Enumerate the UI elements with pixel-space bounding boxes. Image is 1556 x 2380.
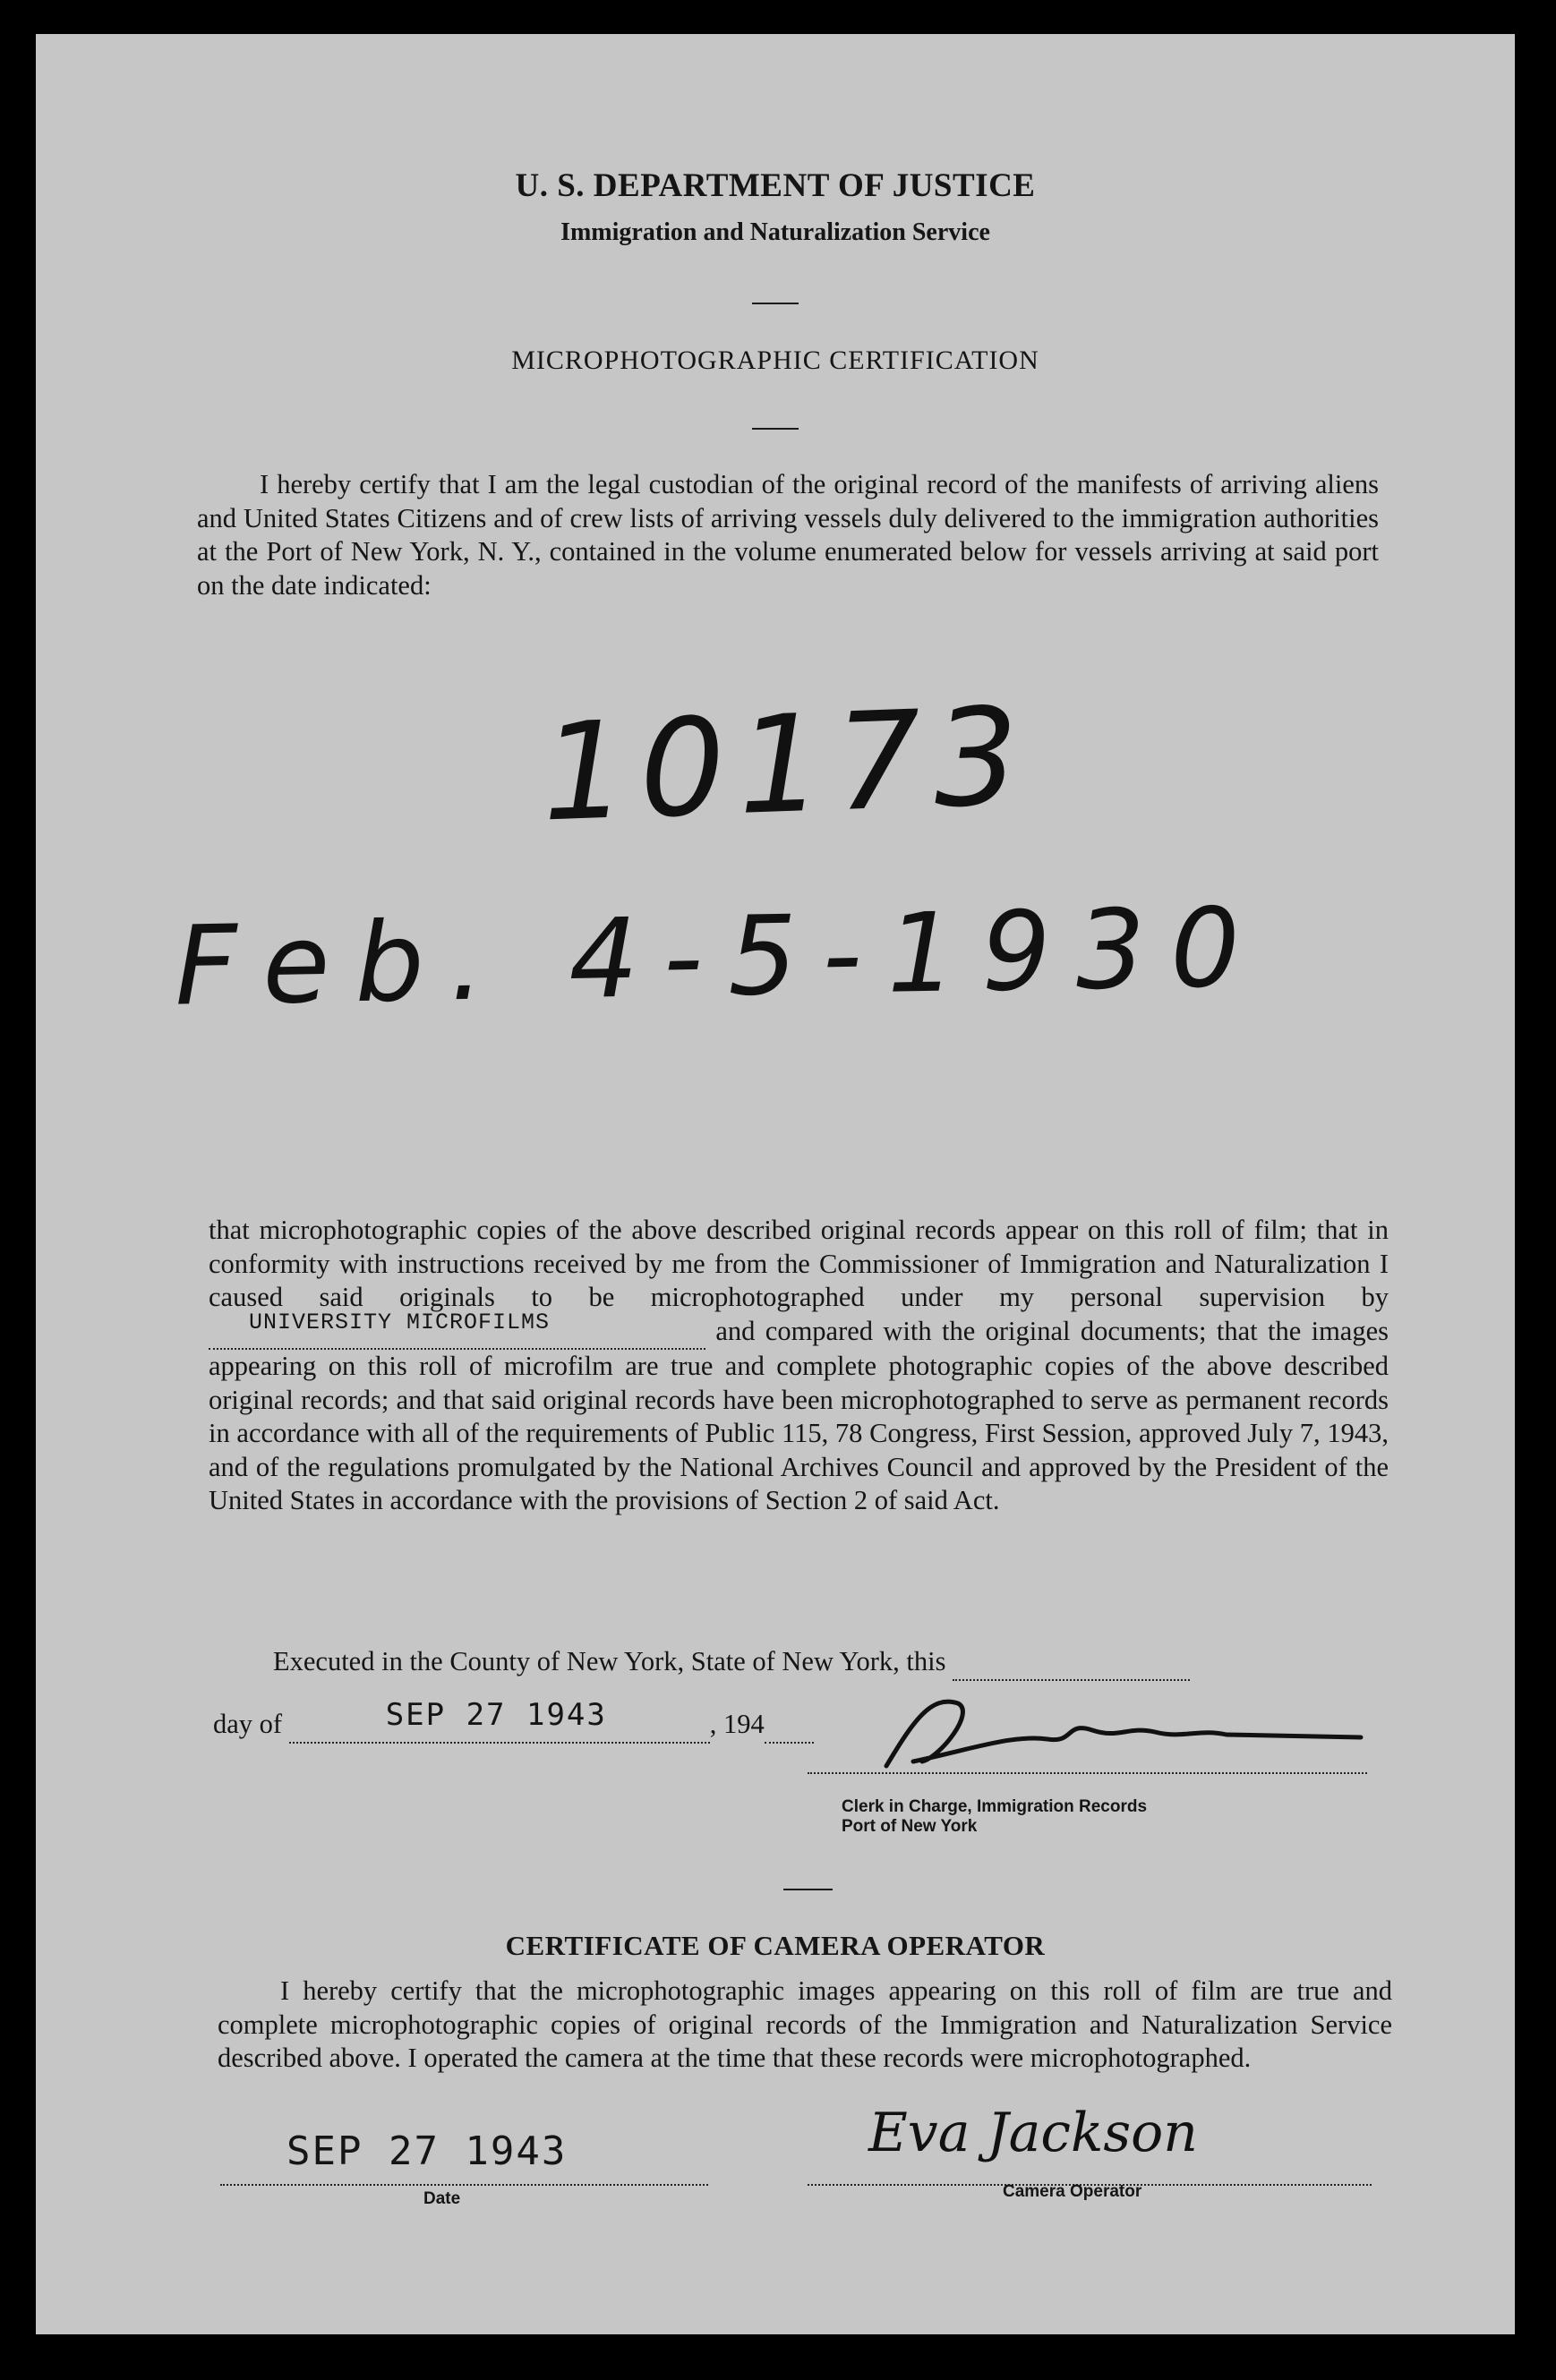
execution-text: Executed in the County of New York, State of New York, this [273,1646,946,1676]
clerk-title [842,1797,1147,1837]
day-of-label: day of [213,1709,283,1739]
clerk-signature-line [808,1770,1367,1774]
divider [752,428,799,430]
photographer-field [209,1309,705,1351]
service-subheading: Immigration and Naturalization Service [560,218,990,246]
divider [783,1889,833,1890]
certification-title: MICROPHOTOGRAPHIC CERTIFICATION [511,345,1039,375]
camera-stamped-date: SEP 27 1943 [286,2128,568,2174]
camera-operator-label: Camera Operator [1003,2182,1142,2201]
certification-body [209,1214,1389,1518]
body-part-1: that microphotographic copies of the above described original records appear on this roll of film; that in conformity with instructions received by me from the Commissioner of Immigration and Naturalization I caused said originals to be microphotographed under my personal supervision by [209,1215,1389,1312]
clerk-signature-mark [859,1685,1379,1775]
camera-paragraph [218,1975,1392,2076]
camera-date-line [220,2182,708,2186]
camera-operator-signature: Eva Jackson [868,2102,1198,2164]
photographer-name: UNIVERSITY MICROFILMS [249,1309,551,1335]
intro-paragraph [197,468,1379,602]
day-of-field [289,1697,710,1744]
camera-paragraph-text: I hereby certify that the microphotographic images appearing on this roll of film are true and complete microphotographic copies of original records of the Immigration and Naturalization Service described above. I operated the camera at the time that these records were microphotographed. [218,1975,1392,2073]
handwritten-volume-number: 10173 [539,678,1035,852]
clerk-title-line-2: Port of New York [842,1817,978,1836]
camera-section-title: CERTIFICATE OF CAMERA OPERATOR [505,1930,1046,1961]
certificate-page [36,34,1515,2334]
intro-text: I hereby certify that I am the legal custodian of the original record of the manifests of arriving aliens and United States Citizens and of crew lists of arriving vessels duly delivered to the immigration authorities at the Port of New York, N. Y., contained in the volume enumerated below for vessels arriving at said port on the date indicated: [197,469,1379,601]
execution-stamped-date: SEP 27 1943 [385,1697,607,1733]
execution-day-field [953,1645,1190,1681]
year-prefix: , 194 [709,1709,765,1739]
execution-line [273,1645,1392,1681]
date-label: Date [423,2189,461,2208]
year-field [765,1708,814,1744]
divider [752,303,799,304]
day-of-line [213,1697,929,1744]
body-part-2: and compared with the original documents; that the images appearing on this roll of microfilm are true and complete photographic copies of the above described original records; and that said original records have been microphotographed to serve as permanent records in accordance with all of the requirements of Public 115, 78 Congress, First Session, approved July 7, 1943, and of the regulations promulgated by the National Archives Council and approved by the President of the United States in accordance with the provisions of Section 2 of said Act. [209,1315,1389,1515]
department-heading: U. S. DEPARTMENT OF JUSTICE [515,167,1036,204]
handwritten-volume-date: Feb. 4-5-1930 [173,883,1267,1030]
clerk-title-line-1: Clerk in Charge, Immigration Records [842,1797,1148,1816]
